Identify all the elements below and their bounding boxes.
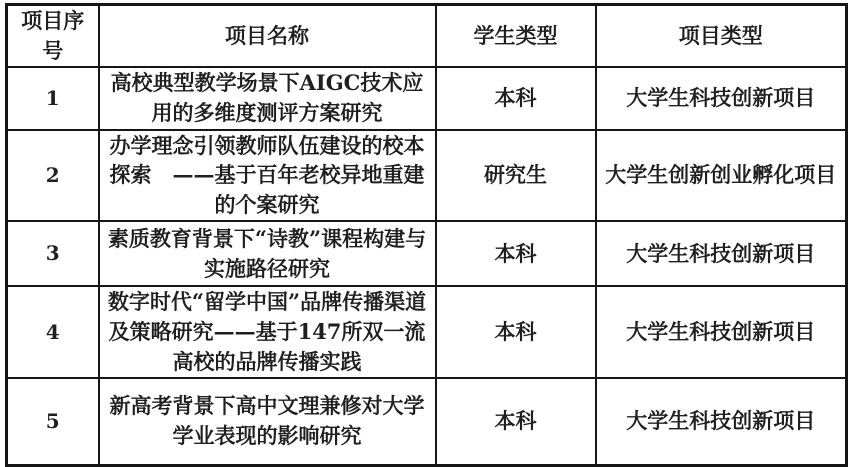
cell-project-type: 大学生科技创新项目 bbox=[596, 286, 847, 377]
column-header-name: 项目名称 bbox=[99, 5, 436, 67]
table-row bbox=[7, 67, 847, 130]
cell-project-name: 高校典型教学场景下AIGC技术应用的多维度测评方案研究 bbox=[99, 67, 436, 130]
projects-table bbox=[5, 3, 848, 467]
cell-project-name: 办学理念引领教师队伍建设的校本探索 ——基于百年老校异地重建的个案研究 bbox=[99, 130, 436, 221]
column-header-project-type: 项目类型 bbox=[596, 5, 847, 67]
cell-student-type: 研究生 bbox=[436, 130, 596, 221]
cell-student-type: 本科 bbox=[436, 221, 596, 286]
cell-student-type: 本科 bbox=[436, 67, 596, 130]
cell-student-type: 本科 bbox=[436, 378, 596, 466]
column-header-number: 项目序号 bbox=[7, 5, 99, 67]
cell-student-type: 本科 bbox=[436, 286, 596, 377]
header-row bbox=[7, 5, 847, 67]
cell-project-type: 大学生创新创业孵化项目 bbox=[596, 130, 847, 221]
table-row bbox=[7, 286, 847, 377]
cell-project-name: 数字时代“留学中国”品牌传播渠道及策略研究——基于147所双一流高校的品牌传播实践 bbox=[99, 286, 436, 377]
cell-project-number: 4 bbox=[7, 286, 99, 377]
cell-project-number: 5 bbox=[7, 378, 99, 466]
column-header-student-type: 学生类型 bbox=[436, 5, 596, 67]
cell-project-number: 1 bbox=[7, 67, 99, 130]
cell-project-type: 大学生科技创新项目 bbox=[596, 378, 847, 466]
cell-project-number: 3 bbox=[7, 221, 99, 286]
cell-project-name: 新高考背景下高中文理兼修对大学学业表现的影响研究 bbox=[99, 378, 436, 466]
cell-project-number: 2 bbox=[7, 130, 99, 221]
table-row bbox=[7, 378, 847, 466]
table-row bbox=[7, 130, 847, 221]
cell-project-type: 大学生科技创新项目 bbox=[596, 67, 847, 130]
table-header bbox=[7, 5, 847, 67]
table-row bbox=[7, 221, 847, 286]
table-body bbox=[7, 67, 847, 466]
cell-project-type: 大学生科技创新项目 bbox=[596, 221, 847, 286]
cell-project-name: 素质教育背景下“诗教”课程构建与实施路径研究 bbox=[99, 221, 436, 286]
